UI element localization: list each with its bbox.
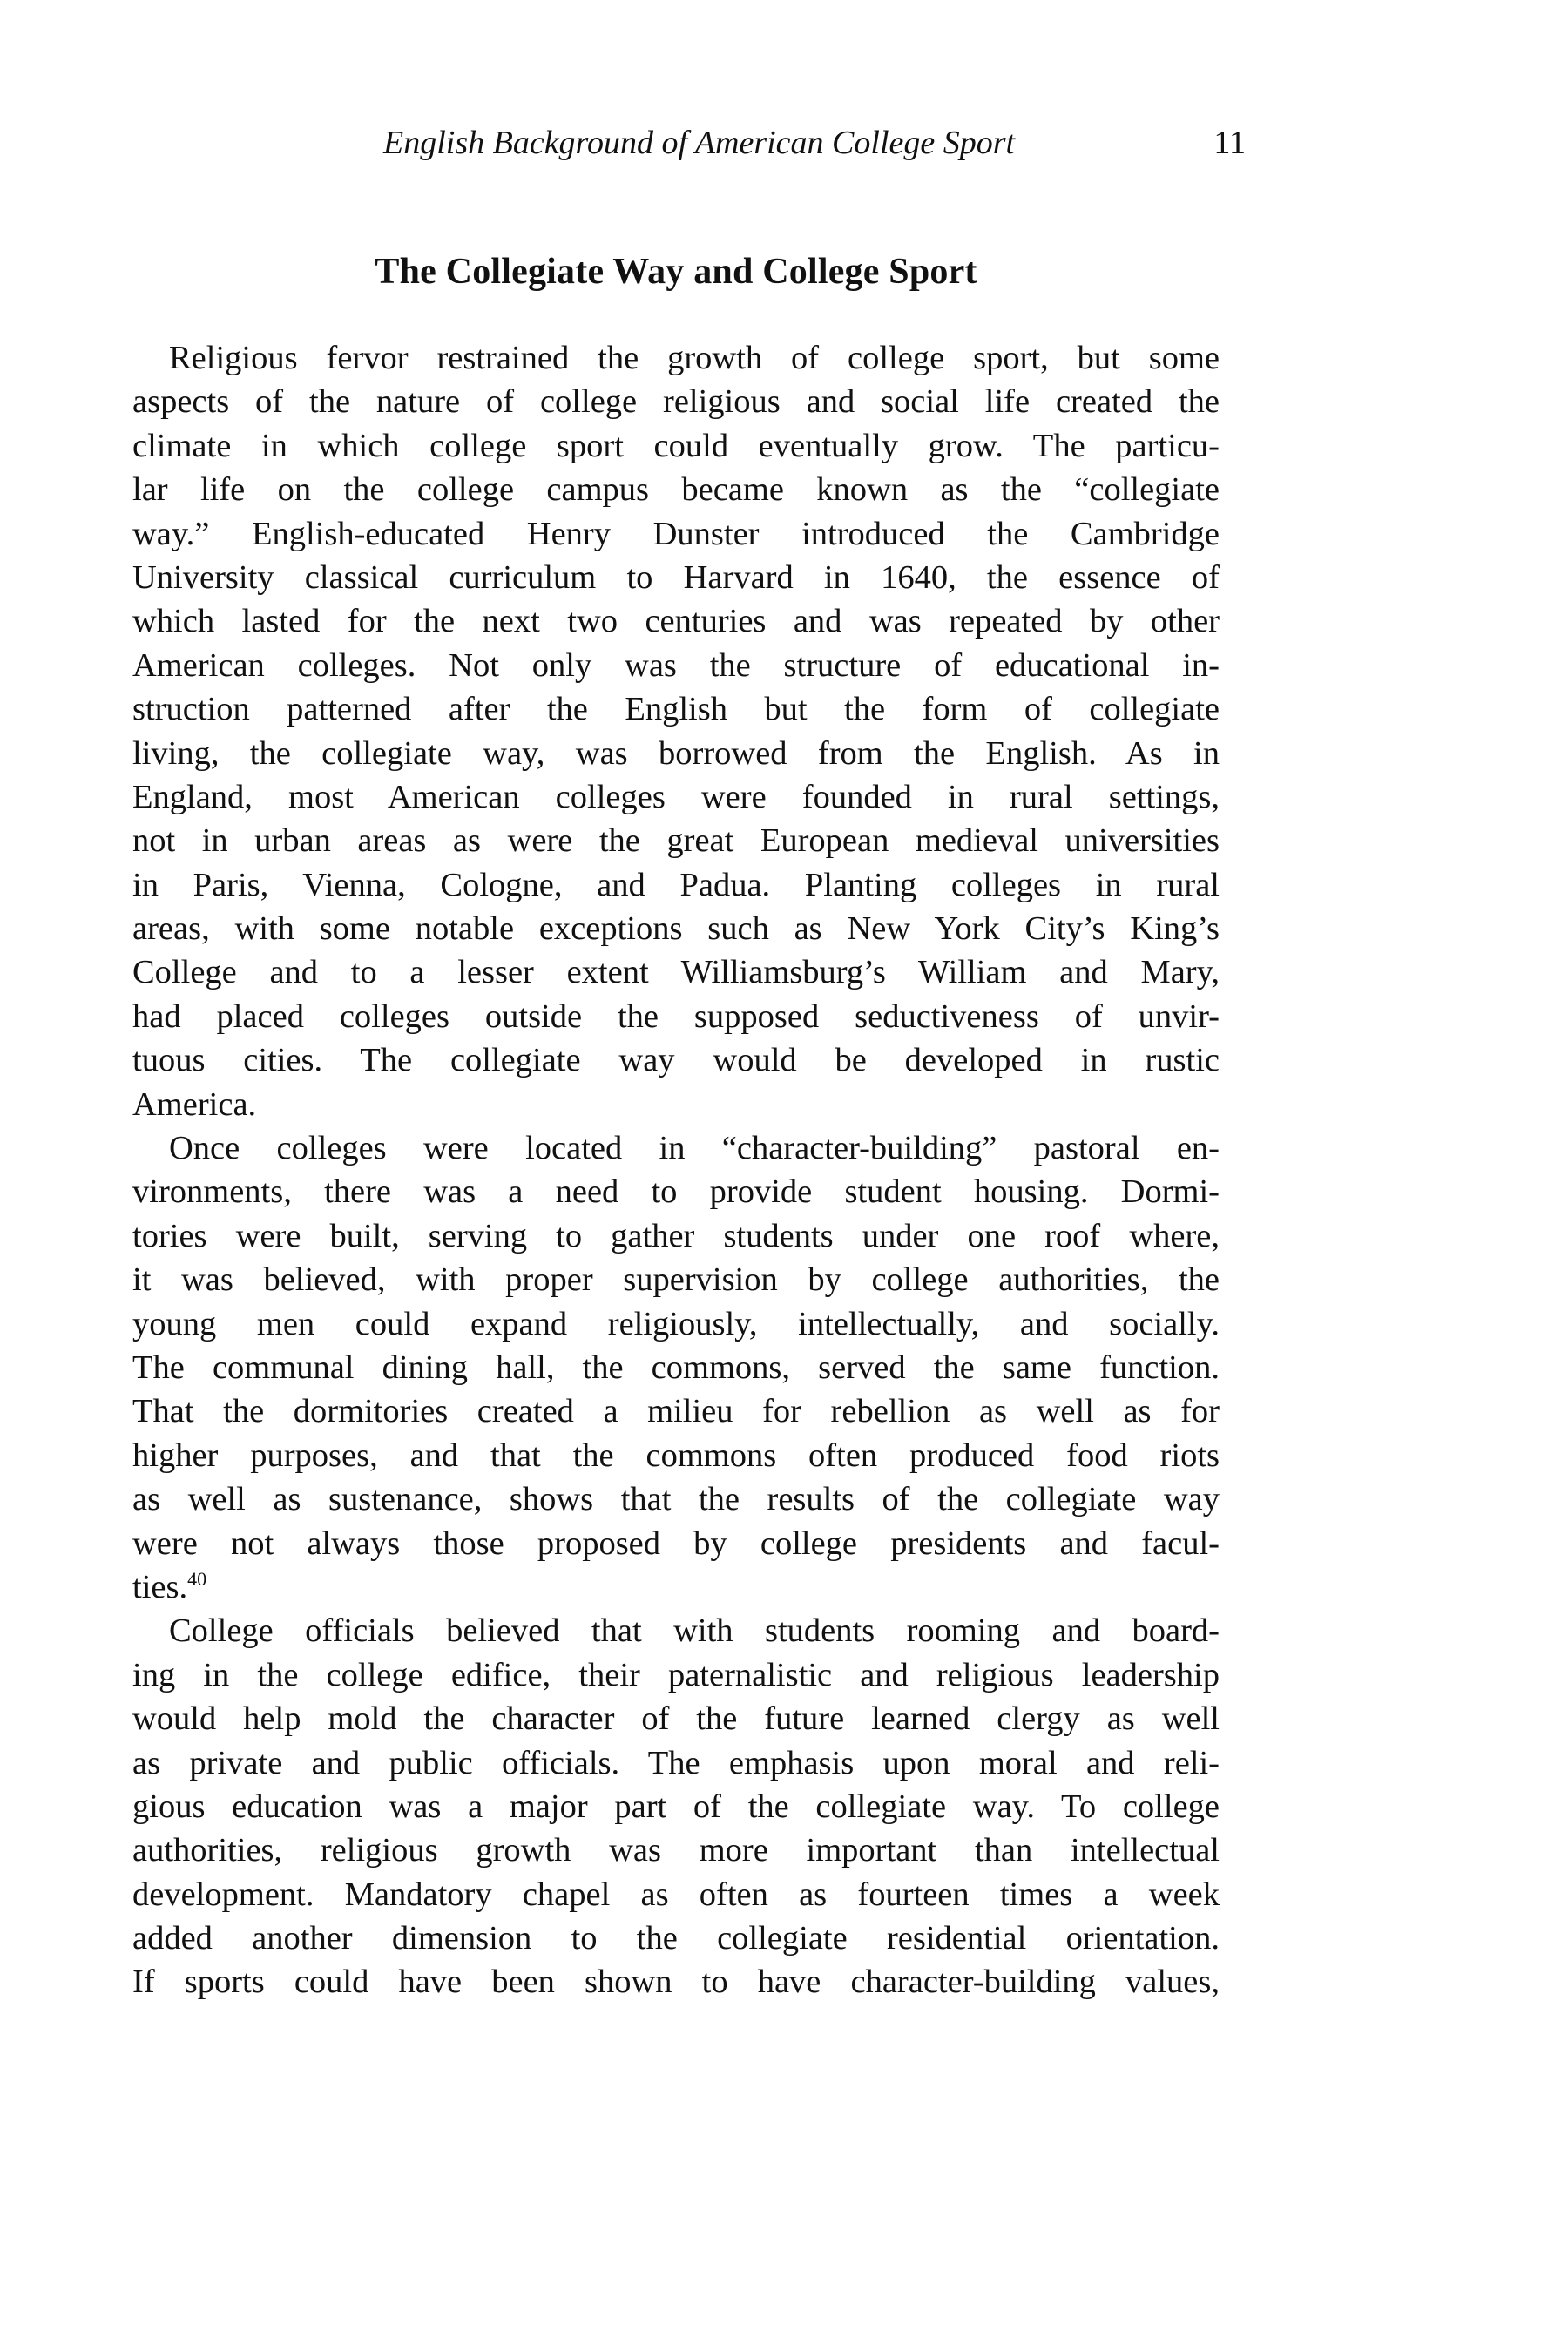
running-head <box>383 124 1246 167</box>
text-line: College officials believed that with students rooming and board- <box>169 1612 1220 1650</box>
text-line: as well as sustenance, shows that the results of the collegiate way <box>132 1481 1220 1518</box>
text-line: England, most American colleges were founded in rural settings, <box>132 778 1220 815</box>
footnote-reference[interactable]: 40 <box>187 1567 207 1590</box>
text-line: as private and public officials. The emphasis upon moral and reli- <box>132 1744 1220 1781</box>
text-line: struction patterned after the English but the form of collegiate <box>132 691 1220 728</box>
text-line: in Paris, Vienna, Cologne, and Padua. Planting colleges in rural <box>132 866 1220 903</box>
text-line: lar life on the college campus became known as the “collegiate <box>132 471 1220 509</box>
body-text <box>132 336 1220 2004</box>
running-title: English Background of American College Sport <box>383 125 1016 161</box>
text-line: which lasted for the next two centuries and was repeated by other <box>132 603 1220 640</box>
text-line: Religious fervor restrained the growth of college sport, but some <box>169 340 1220 376</box>
text-line: would help mold the character of the future learned clergy as well <box>132 1700 1220 1738</box>
text-line: American colleges. Not only was the structure of educational in- <box>132 646 1220 684</box>
text-line: authorities, religious growth was more important than intellectual <box>132 1832 1220 1869</box>
text-line: added another dimension to the collegiate residential orientation. <box>132 1920 1220 1957</box>
text-line: That the dormitories created a milieu for rebellion as well as for <box>132 1393 1220 1430</box>
text-line: tories were built, serving to gather students under one roof where, <box>132 1217 1220 1254</box>
text-line: living, the collegiate way, was borrowed from the English. As in <box>132 734 1220 772</box>
text-line: tuous cities. The collegiate way would be developed in rustic <box>132 1042 1220 1079</box>
text-line: young men could expand religiously, intellectually, and socially. <box>132 1305 1220 1342</box>
text-line: development. Mandatory chapel as often as fourteen times a week <box>132 1876 1220 1913</box>
text-line: not in urban areas as were the great European medieval universities <box>132 822 1220 860</box>
paragraph-3 <box>132 1609 1220 2004</box>
text-line: aspects of the nature of college religious and social life created the <box>132 383 1220 421</box>
section-heading: The Collegiate Way and College Sport <box>375 252 977 292</box>
text-line: way.” English-educated Henry Dunster introduced the Cambridge <box>132 515 1220 552</box>
text-line: ties. <box>132 1568 188 1605</box>
paragraph-2 <box>132 1126 1220 1609</box>
text-line: vironments, there was a need to provide student housing. Dormi- <box>132 1173 1220 1211</box>
text-line: The communal dining hall, the commons, served the same function. <box>132 1348 1220 1386</box>
text-line: University classical curriculum to Harvard in 1640, the essence of <box>132 558 1220 596</box>
text-line: College and to a lesser extent Williamsburg’s William and Mary, <box>132 954 1220 991</box>
page-number: 11 <box>1213 125 1246 161</box>
text-line: it was believed, with proper supervision by college authorities, the <box>132 1261 1220 1299</box>
text-line: America. <box>132 1085 257 1123</box>
text-line: had placed colleges outside the supposed seductiveness of unvir- <box>132 997 1220 1035</box>
text-line: Once colleges were located in “character-building” pastoral en- <box>169 1130 1220 1167</box>
text-line: areas, with some notable exceptions such as New York City’s King’s <box>132 910 1220 948</box>
text-line: If sports could have been shown to have character-building values, <box>132 1963 1220 2001</box>
text-line: were not always those proposed by college presidents and facul- <box>132 1524 1220 1562</box>
text-line-with-footnote <box>132 1565 1220 1609</box>
text-line: gious education was a major part of the collegiate way. To college <box>132 1788 1220 1825</box>
paragraph-1 <box>132 336 1220 1126</box>
text-line: higher purposes, and that the commons often produced food riots <box>132 1436 1220 1474</box>
text-line: ing in the college edifice, their paternalistic and religious leadership <box>132 1656 1220 1693</box>
text-line: climate in which college sport could eventually grow. The particu- <box>132 427 1220 464</box>
